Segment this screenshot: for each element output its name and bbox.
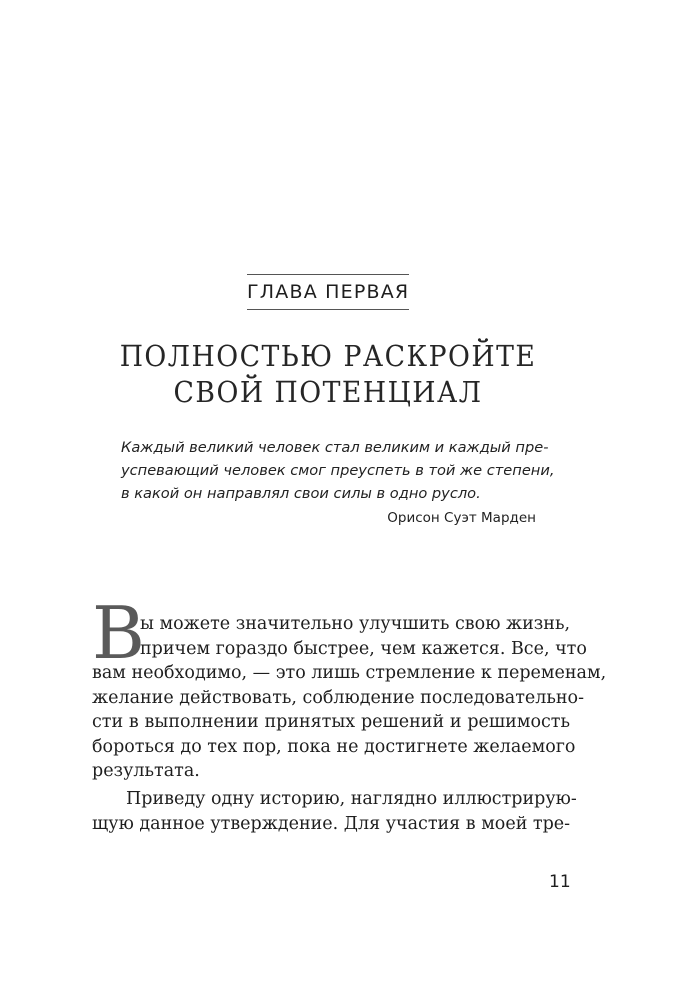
chapter-label: ГЛАВА ПЕРВАЯ xyxy=(247,274,409,310)
paragraph-line: сти в выполнении принятых решений и решимость xyxy=(92,712,570,732)
paragraph-2 xyxy=(92,787,577,836)
page-number: 11 xyxy=(549,872,571,892)
paragraph-line: результата. xyxy=(92,761,200,781)
chapter-title xyxy=(100,338,556,410)
paragraph-line: щую данное утверждение. Для участия в моей тре- xyxy=(92,813,571,834)
drop-cap: В xyxy=(92,591,145,675)
epigraph-line: Каждый великий человек стал великим и каждый пре- xyxy=(121,439,549,456)
epigraph xyxy=(121,436,555,505)
epigraph-line: в какой он направлял свои силы в одно русло. xyxy=(121,485,481,502)
chapter-title-line-2: СВОЙ ПОТЕНЦИАЛ xyxy=(173,375,483,409)
chapter-title-line-1: ПОЛНОСТЬЮ РАСКРОЙТЕ xyxy=(119,339,537,373)
epigraph-author: Орисон Суэт Марден xyxy=(387,510,536,526)
epigraph-line: успевающий человек смог преуспеть в той же степени, xyxy=(121,462,555,479)
paragraph-line: Приведу одну историю, наглядно иллюстрирую- xyxy=(126,789,577,809)
paragraph-line: причем гораздо быстрее, чем кажется. Все, что xyxy=(140,638,587,659)
paragraph-line: желание действовать, соблюдение последовательно- xyxy=(92,687,585,708)
paragraph-line: вам необходимо, — это лишь стремление к переменам, xyxy=(92,663,607,683)
paragraph-line: бороться до тех пор, пока не достигнете желаемого xyxy=(92,736,576,757)
paragraph-1 xyxy=(92,612,607,784)
paragraph-line: ы можете значительно улучшить свою жизнь, xyxy=(140,614,571,634)
